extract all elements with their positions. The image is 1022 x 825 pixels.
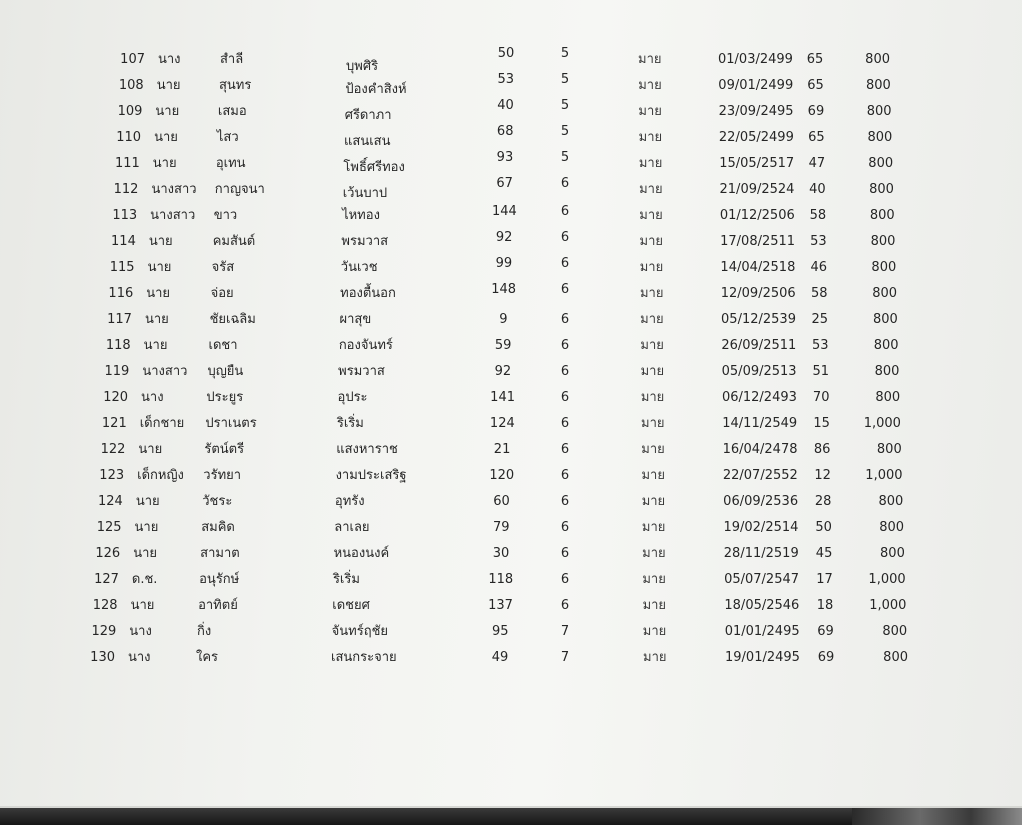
house-number: 79 xyxy=(493,520,510,535)
birth-date: 22/05/2499 xyxy=(718,130,794,145)
last-name: โพธิ์ศรีทอง xyxy=(343,160,405,175)
first-name: ชัยเฉลิม xyxy=(209,312,256,327)
first-name: เดชา xyxy=(208,338,238,353)
age: 69 xyxy=(817,624,834,639)
house-number: 53 xyxy=(497,72,514,87)
house-number: 92 xyxy=(495,230,513,245)
name-title: นางสาว xyxy=(142,364,188,379)
table-row xyxy=(0,283,1022,305)
allowance-amount: 800 xyxy=(869,182,894,197)
allowance-amount: 800 xyxy=(878,494,904,509)
house-number: 141 xyxy=(490,390,515,405)
last-name: พรมวาส xyxy=(338,364,385,379)
house-number: 124 xyxy=(489,416,515,431)
village-number: 5 xyxy=(560,98,570,113)
house-number: 67 xyxy=(496,176,513,191)
desk-surface xyxy=(0,808,1022,825)
name-title: นาย xyxy=(144,312,169,327)
last-name: ป้องคำสิงห์ xyxy=(345,82,407,97)
status-mark: มาย xyxy=(639,234,664,249)
table-row xyxy=(0,621,1022,643)
house-number: 49 xyxy=(491,650,509,665)
last-name: วันเวช xyxy=(340,260,378,275)
name-title: นาง xyxy=(158,52,181,67)
status-mark: มาย xyxy=(642,624,667,639)
allowance-amount: 800 xyxy=(875,390,901,405)
row-number: 125 xyxy=(96,520,122,535)
allowance-amount: 800 xyxy=(866,104,892,119)
last-name: จันทร์ฤชัย xyxy=(331,624,389,639)
allowance-amount: 800 xyxy=(883,650,908,665)
row-number: 121 xyxy=(101,416,127,431)
allowance-amount: 800 xyxy=(880,546,905,561)
birth-date: 14/04/2518 xyxy=(720,260,796,275)
birth-date: 28/11/2519 xyxy=(723,546,799,561)
row-number: 109 xyxy=(117,104,143,119)
village-number: 6 xyxy=(560,494,570,509)
name-title: เด็กหญิง xyxy=(137,468,184,483)
name-title: นาย xyxy=(156,78,181,93)
village-number: 6 xyxy=(560,572,570,587)
first-name: กิ่ง xyxy=(197,624,212,639)
status-mark: มาย xyxy=(642,572,666,587)
first-name: วัชระ xyxy=(202,494,233,509)
age: 65 xyxy=(807,78,824,93)
name-title: นางสาว xyxy=(151,182,197,197)
name-title: ด.ช. xyxy=(131,572,158,587)
village-number: 6 xyxy=(560,546,570,561)
age: 12 xyxy=(814,468,831,483)
status-mark: มาย xyxy=(638,52,662,67)
row-number: 123 xyxy=(99,468,125,483)
age: 70 xyxy=(812,390,830,405)
allowance-amount: 800 xyxy=(876,442,902,457)
name-title: นาย xyxy=(148,234,173,249)
row-number: 107 xyxy=(120,52,145,67)
first-name: อนุรักษ์ xyxy=(199,572,240,587)
table-row xyxy=(0,491,1022,513)
table-row xyxy=(0,387,1022,409)
birth-date: 19/02/2514 xyxy=(723,520,799,535)
house-number: 68 xyxy=(496,124,514,139)
village-number: 6 xyxy=(560,364,570,379)
first-name: อาทิตย์ xyxy=(198,598,238,613)
table-row xyxy=(0,176,1022,201)
row-number: 111 xyxy=(114,156,140,171)
last-name: แสนเสน xyxy=(344,134,391,149)
birth-date: 15/05/2517 xyxy=(719,156,795,171)
birth-date: 16/04/2478 xyxy=(722,442,798,457)
first-name: เสมอ xyxy=(217,104,247,119)
row-number: 110 xyxy=(116,130,142,145)
first-name: ใคร xyxy=(196,650,219,665)
age: 17 xyxy=(816,572,833,587)
last-name: งามประเสริฐ xyxy=(335,468,407,483)
first-name: กาญจนา xyxy=(214,182,265,197)
name-title: นาย xyxy=(135,494,160,509)
first-name: ประยูร xyxy=(206,390,244,405)
status-mark: มาย xyxy=(641,416,665,431)
village-number: 6 xyxy=(560,282,570,297)
village-number: 6 xyxy=(560,230,570,245)
birth-date: 23/09/2495 xyxy=(718,104,794,119)
status-mark: มาย xyxy=(638,130,663,145)
row-number: 114 xyxy=(111,234,136,249)
house-number: 148 xyxy=(491,282,517,297)
allowance-amount: 1,000 xyxy=(869,598,907,613)
table-row xyxy=(0,361,1022,383)
status-mark: มาย xyxy=(639,260,664,275)
name-title: นาย xyxy=(133,546,158,561)
house-number: 30 xyxy=(492,546,510,561)
status-mark: มาย xyxy=(640,338,664,353)
birth-date: 18/05/2546 xyxy=(724,598,800,613)
last-name: ผาสุข xyxy=(339,312,372,327)
age: 51 xyxy=(812,364,829,379)
age: 47 xyxy=(808,156,826,171)
name-title: นาย xyxy=(146,286,171,301)
row-number: 127 xyxy=(94,572,119,587)
name-title: นาย xyxy=(130,598,155,613)
house-number: 99 xyxy=(495,256,513,271)
allowance-amount: 800 xyxy=(865,52,890,67)
row-number: 118 xyxy=(105,338,131,353)
first-name: สามาต xyxy=(200,546,240,561)
name-title: นางสาว xyxy=(150,208,196,223)
village-number: 5 xyxy=(560,46,570,61)
last-name: พรมวาส xyxy=(341,234,389,249)
age: 18 xyxy=(816,598,834,613)
village-number: 7 xyxy=(560,624,570,639)
status-mark: มาย xyxy=(639,182,663,197)
last-name: ไหทอง xyxy=(342,208,380,223)
name-title: นาย xyxy=(138,442,163,457)
age: 65 xyxy=(806,52,824,67)
village-number: 6 xyxy=(560,256,570,271)
age: 86 xyxy=(813,442,831,457)
village-number: 7 xyxy=(560,650,570,665)
name-title: นาย xyxy=(147,260,172,275)
status-mark: มาย xyxy=(639,208,663,223)
birth-date: 05/07/2547 xyxy=(724,572,800,587)
allowance-amount: 1,000 xyxy=(863,416,901,431)
village-number: 6 xyxy=(560,598,570,613)
last-name: อุทรัง xyxy=(334,494,365,509)
allowance-amount: 800 xyxy=(873,338,899,353)
age: 45 xyxy=(815,546,833,561)
row-number: 122 xyxy=(100,442,126,457)
birth-date: 01/12/2506 xyxy=(719,208,795,223)
table-row xyxy=(0,124,1022,149)
desk-object xyxy=(852,808,1022,825)
first-name: ไสว xyxy=(216,130,239,145)
status-mark: มาย xyxy=(638,156,663,171)
village-number: 6 xyxy=(560,204,570,219)
age: 25 xyxy=(811,312,829,327)
village-number: 6 xyxy=(560,390,570,405)
status-mark: มาย xyxy=(638,104,662,119)
birth-date: 12/09/2506 xyxy=(720,286,796,301)
birth-date: 09/01/2499 xyxy=(718,78,794,93)
table-row xyxy=(0,150,1022,175)
table-row xyxy=(0,335,1022,357)
row-number: 117 xyxy=(107,312,132,327)
table-row xyxy=(0,439,1022,461)
birth-date: 19/01/2495 xyxy=(725,650,800,665)
row-number: 124 xyxy=(97,494,123,509)
table-row xyxy=(0,309,1022,331)
last-name: ศรีดาภา xyxy=(344,108,392,123)
village-number: 6 xyxy=(560,176,570,191)
first-name: สมคิด xyxy=(201,520,235,535)
age: 40 xyxy=(809,182,826,197)
last-name: ริเริ่ม xyxy=(332,572,360,587)
status-mark: มาย xyxy=(638,78,662,93)
age: 28 xyxy=(814,494,832,509)
name-title: นาย xyxy=(134,520,159,535)
status-mark: มาย xyxy=(641,442,665,457)
name-title: เด็กชาย xyxy=(139,416,185,431)
table-row xyxy=(0,231,1022,253)
row-number: 113 xyxy=(112,208,138,223)
row-number: 108 xyxy=(118,78,144,93)
table-row xyxy=(0,543,1022,565)
status-mark: มาย xyxy=(643,650,667,665)
birth-date: 01/03/2499 xyxy=(718,52,793,67)
age: 53 xyxy=(811,338,829,353)
first-name: ปราเนตร xyxy=(205,416,257,431)
house-number: 93 xyxy=(496,150,514,165)
status-mark: มาย xyxy=(642,546,666,561)
village-number: 6 xyxy=(560,468,570,483)
last-name: อุประ xyxy=(337,390,368,405)
table-row xyxy=(0,647,1022,669)
allowance-amount: 800 xyxy=(870,234,896,249)
allowance-amount: 1,000 xyxy=(865,468,903,483)
row-number: 115 xyxy=(109,260,135,275)
table-row xyxy=(0,569,1022,591)
last-name: เดชยศ xyxy=(332,598,370,613)
age: 46 xyxy=(810,260,828,275)
age: 69 xyxy=(817,650,835,665)
name-title: นาย xyxy=(155,104,180,119)
village-number: 6 xyxy=(560,416,570,431)
allowance-amount: 800 xyxy=(872,286,898,301)
birth-date: 26/09/2511 xyxy=(721,338,797,353)
row-number: 130 xyxy=(90,650,115,665)
house-number: 60 xyxy=(493,494,510,509)
age: 58 xyxy=(811,286,828,301)
first-name: รัตน์ตรี xyxy=(204,442,245,457)
first-name: จรัส xyxy=(211,260,235,275)
age: 50 xyxy=(815,520,832,535)
first-name: สุนทร xyxy=(218,78,252,93)
age: 15 xyxy=(813,416,830,431)
last-name: กองจันทร์ xyxy=(338,338,393,353)
village-number: 6 xyxy=(560,520,570,535)
age: 58 xyxy=(809,208,827,223)
status-mark: มาย xyxy=(640,312,664,327)
house-number: 120 xyxy=(489,468,515,483)
house-number: 40 xyxy=(497,98,514,113)
status-mark: มาย xyxy=(640,390,665,405)
first-name: คมสันต์ xyxy=(212,234,256,249)
last-name: ริเริ่ม xyxy=(336,416,364,431)
age: 65 xyxy=(808,130,825,145)
table-row xyxy=(0,72,1022,97)
last-name: แสงหาราช xyxy=(336,442,398,457)
house-number: 50 xyxy=(497,46,515,61)
first-name: วรัทยา xyxy=(203,468,242,483)
row-number: 119 xyxy=(104,364,130,379)
allowance-amount: 800 xyxy=(872,312,898,327)
first-name: บุญยืน xyxy=(207,364,244,379)
birth-date: 06/09/2536 xyxy=(723,494,799,509)
first-name: สำลี xyxy=(220,52,244,67)
last-name: ลาเลย xyxy=(334,520,370,535)
birth-date: 21/09/2524 xyxy=(719,182,795,197)
row-number: 116 xyxy=(108,286,134,301)
table-row xyxy=(0,257,1022,279)
house-number: 95 xyxy=(491,624,509,639)
status-mark: มาย xyxy=(641,494,666,509)
last-name: เสนกระจาย xyxy=(331,650,397,665)
status-mark: มาย xyxy=(639,286,664,301)
table-row xyxy=(0,595,1022,617)
village-number: 6 xyxy=(560,312,570,327)
allowance-amount: 800 xyxy=(874,364,900,379)
allowance-amount: 800 xyxy=(869,208,895,223)
table-row xyxy=(0,413,1022,435)
name-title: นาย xyxy=(152,156,177,171)
allowance-amount: 800 xyxy=(867,130,893,145)
table-row xyxy=(0,517,1022,539)
allowance-amount: 800 xyxy=(868,156,894,171)
village-number: 5 xyxy=(560,150,570,165)
village-number: 6 xyxy=(560,442,570,457)
name-title: นาง xyxy=(129,624,152,639)
row-number: 129 xyxy=(91,624,117,639)
last-name: บุพศิริ xyxy=(346,59,379,74)
allowance-amount: 1,000 xyxy=(868,572,906,587)
allowance-amount: 800 xyxy=(882,624,908,639)
house-number: 137 xyxy=(488,598,513,613)
first-name: อุเทน xyxy=(215,156,246,171)
age: 69 xyxy=(807,104,825,119)
table-row xyxy=(0,465,1022,487)
name-title: นาย xyxy=(143,338,168,353)
status-mark: มาย xyxy=(641,468,665,483)
birth-date: 06/12/2493 xyxy=(721,390,797,405)
table-row xyxy=(0,98,1022,123)
birth-date: 22/07/2552 xyxy=(722,468,798,483)
village-number: 5 xyxy=(560,124,570,139)
house-number: 92 xyxy=(494,364,512,379)
village-number: 6 xyxy=(560,338,570,353)
birth-date: 17/08/2511 xyxy=(720,234,796,249)
allowance-amount: 800 xyxy=(871,260,897,275)
row-number: 120 xyxy=(103,390,129,405)
first-name: ขาว xyxy=(213,208,238,223)
last-name: ทองตื้นอก xyxy=(340,286,396,301)
house-number: 59 xyxy=(494,338,512,353)
name-title: นาง xyxy=(128,650,151,665)
allowance-amount: 800 xyxy=(879,520,905,535)
birth-date: 05/09/2513 xyxy=(721,364,797,379)
house-number: 144 xyxy=(492,204,517,219)
row-number: 126 xyxy=(95,546,121,561)
name-title: นาง xyxy=(141,390,164,405)
row-number: 128 xyxy=(92,598,118,613)
status-mark: มาย xyxy=(640,364,665,379)
allowance-amount: 800 xyxy=(865,78,891,93)
status-mark: มาย xyxy=(641,520,666,535)
name-title: นาย xyxy=(154,130,178,145)
village-number: 5 xyxy=(560,72,570,87)
birth-date: 01/01/2495 xyxy=(724,624,800,639)
house-number: 9 xyxy=(499,312,508,327)
table-row xyxy=(0,46,1022,74)
house-number: 21 xyxy=(493,442,511,457)
last-name: หนองนงค์ xyxy=(333,546,390,561)
table-row xyxy=(0,205,1022,227)
age: 53 xyxy=(810,234,827,249)
last-name: เว้นบาป xyxy=(342,186,388,201)
row-number: 112 xyxy=(113,182,139,197)
first-name: จ่อย xyxy=(210,286,234,301)
birth-date: 14/11/2549 xyxy=(722,416,798,431)
status-mark: มาย xyxy=(642,598,667,613)
house-number: 118 xyxy=(488,572,514,587)
birth-date: 05/12/2539 xyxy=(721,312,796,327)
